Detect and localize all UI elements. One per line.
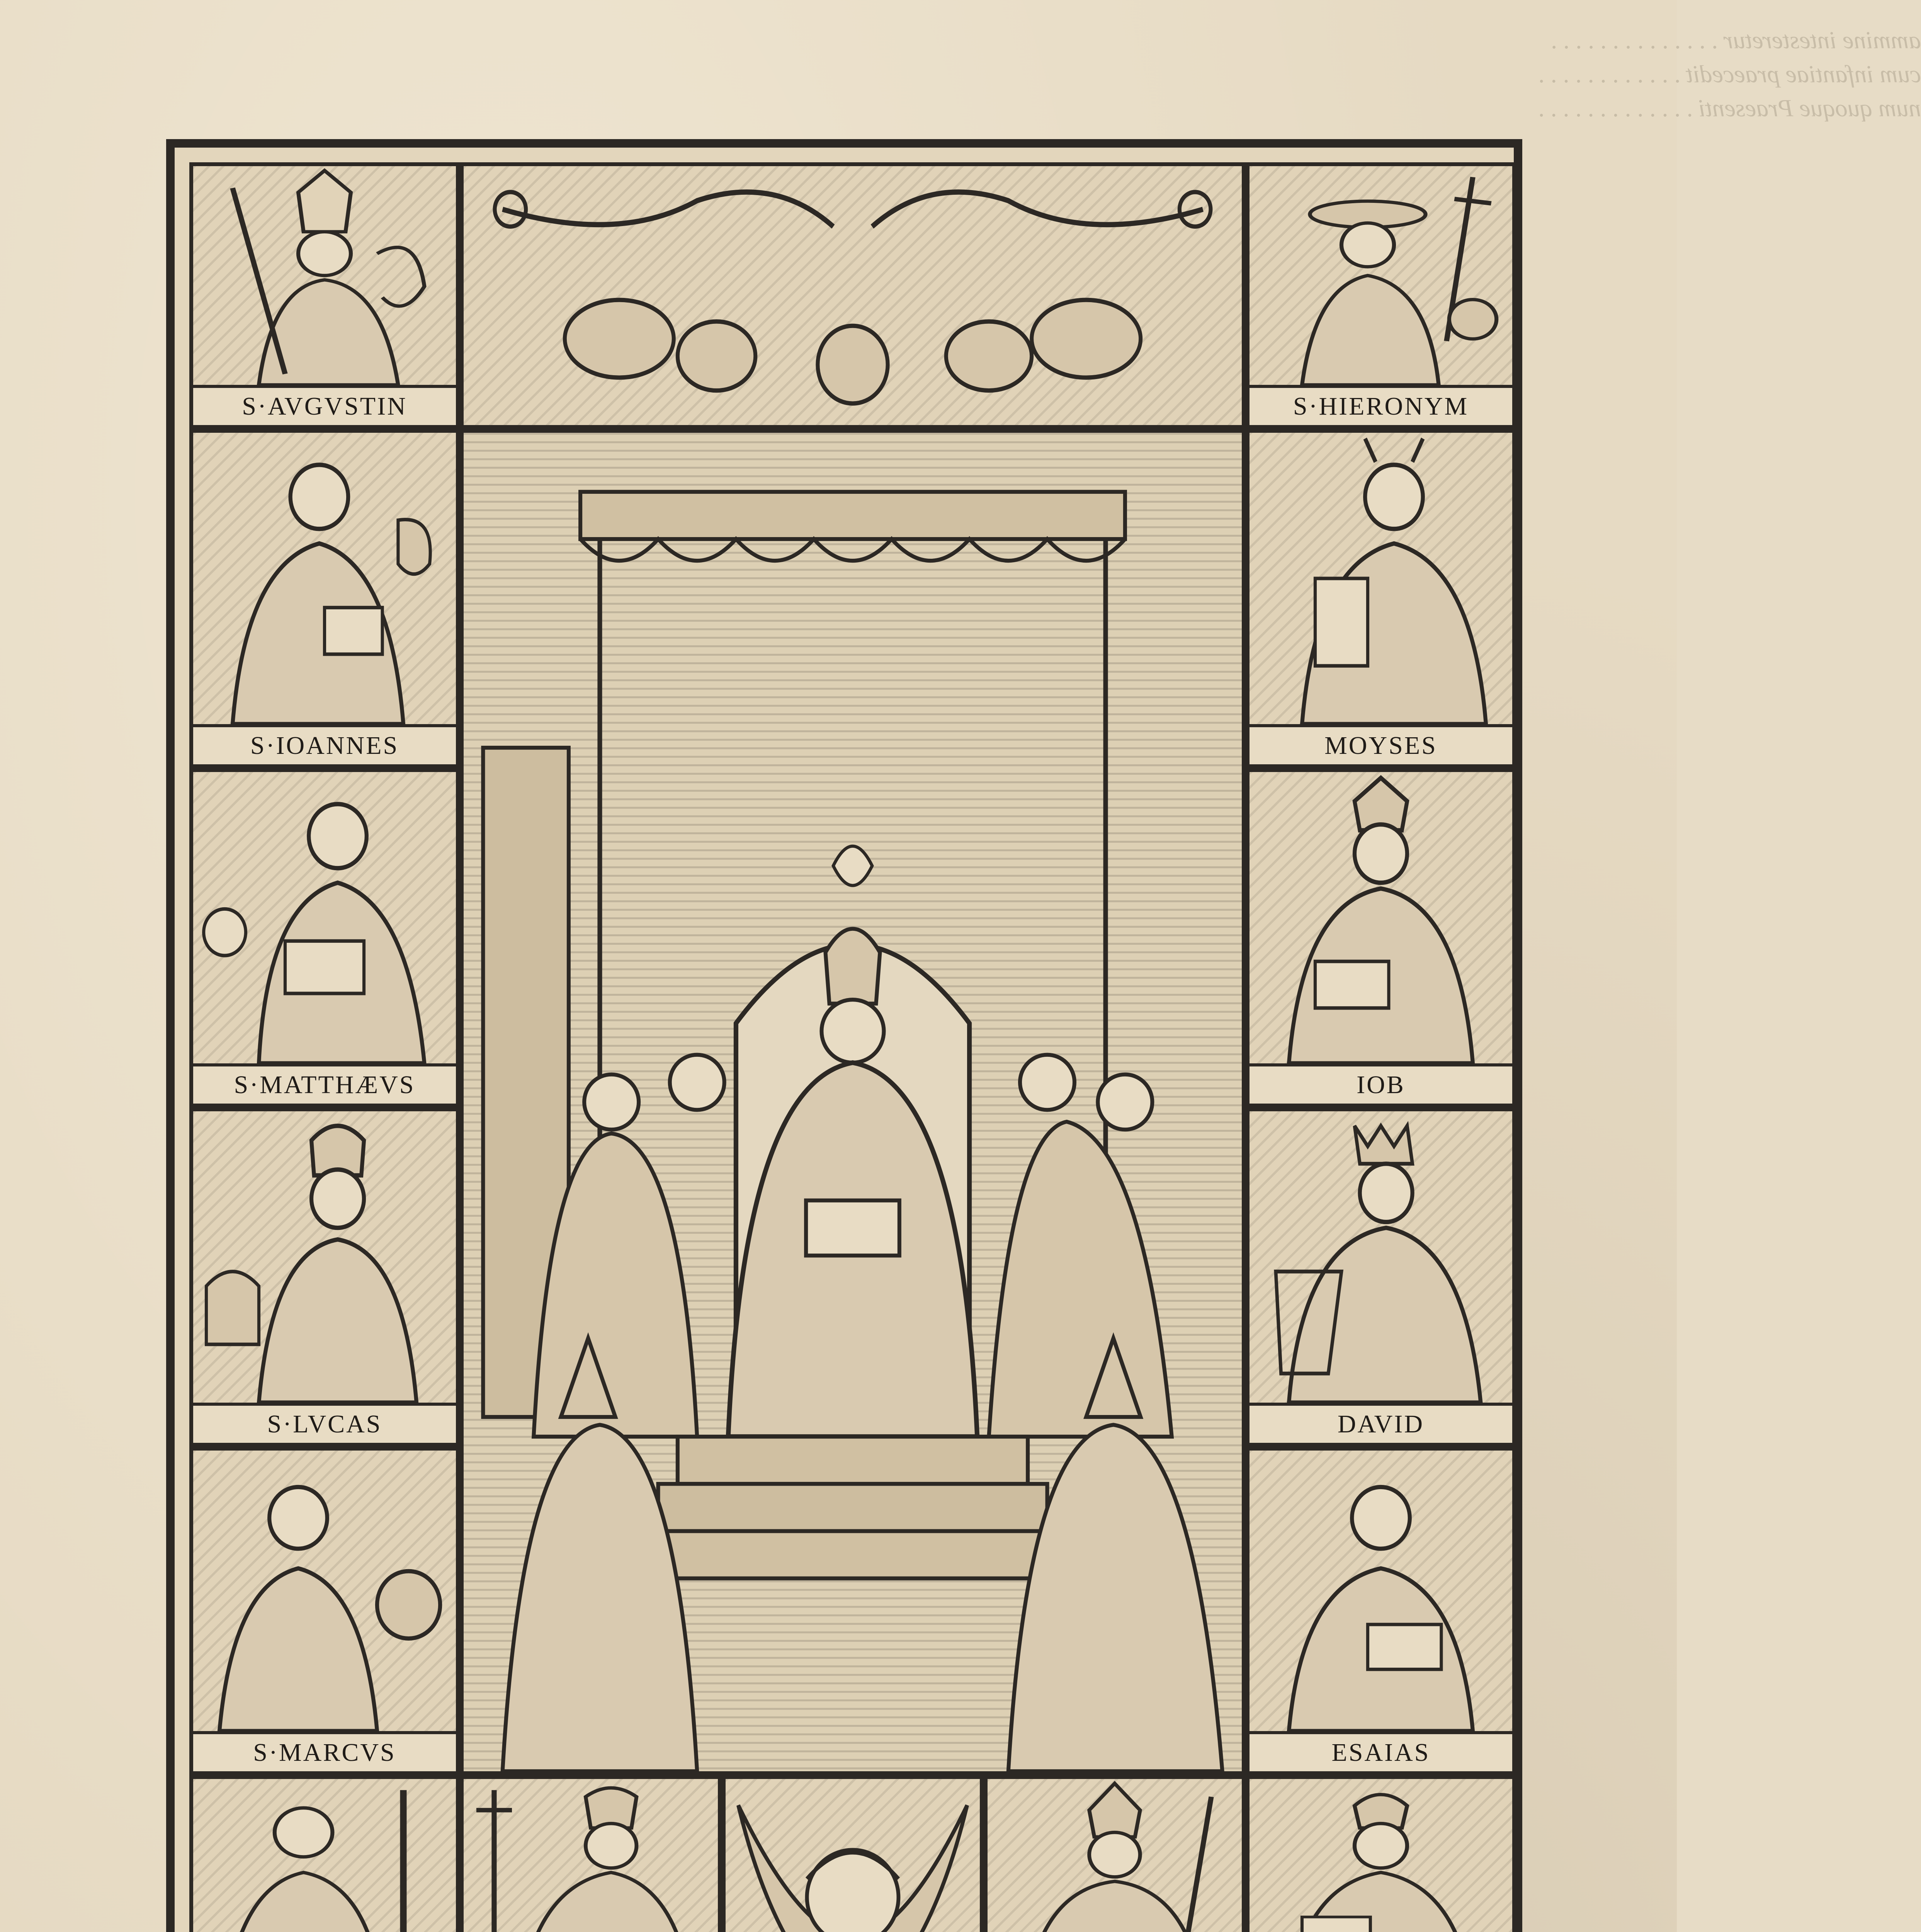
saint-figure-icon xyxy=(464,1779,718,1932)
saint-figure-icon xyxy=(1250,772,1512,1063)
panel-david xyxy=(1246,1107,1516,1447)
panel-esaias xyxy=(1246,1447,1516,1775)
saint-figure-icon xyxy=(193,1111,456,1403)
panel-papal-council-scene xyxy=(460,429,1246,1775)
panel-ieremias xyxy=(1246,1775,1516,1932)
panel-lucas xyxy=(189,1107,460,1447)
saint-figure-icon xyxy=(1250,1111,1512,1403)
saint-figure-icon xyxy=(193,772,456,1063)
caption-ioannes: S·IOANNES xyxy=(193,724,456,764)
saint-figure-icon xyxy=(1250,166,1512,385)
saint-figure-icon xyxy=(1250,433,1512,724)
saint-figure-icon xyxy=(193,433,456,724)
saint-figure-icon xyxy=(193,1779,456,1932)
fruit-festoon-icon xyxy=(464,166,1242,425)
caption-augustin: S·AVGVSTIN xyxy=(193,385,456,425)
caption-hieronym: S·HIERONYM xyxy=(1250,385,1512,425)
saint-figure-icon xyxy=(193,166,456,385)
panel-ambrosius xyxy=(984,1775,1246,1932)
saint-figure-icon xyxy=(1250,1779,1512,1932)
saint-figure-icon xyxy=(1250,1451,1512,1731)
caption-lucas: S·LVCAS xyxy=(193,1403,456,1443)
show-through-text: ammine intesteretur . . . . . . . . . . . . . . cum infantiae praecedit . . . . . . . . . . . . num quoque Praesenti . . . . . . . . . . . . . xyxy=(1538,26,1921,122)
panel-iob xyxy=(1246,768,1516,1107)
caption-matthaeus: S·MATTHÆVS xyxy=(193,1063,456,1104)
caption-iob: IOB xyxy=(1250,1063,1512,1104)
caption-esaias: ESAIAS xyxy=(1250,1731,1512,1771)
saint-figure-icon xyxy=(193,1451,456,1731)
panel-augustin xyxy=(189,162,460,429)
panel-cherub xyxy=(722,1775,984,1932)
caption-moyses: MOYSES xyxy=(1250,724,1512,764)
saint-figure-icon xyxy=(988,1779,1242,1932)
winged-cherub-icon xyxy=(726,1779,980,1932)
enthroned-pope-scene-icon xyxy=(464,433,1242,1771)
woodcut-frontispiece xyxy=(166,139,1522,1932)
panel-matthaeus xyxy=(189,768,460,1107)
panel-hieronym xyxy=(1246,162,1516,429)
panel-paulus xyxy=(189,1775,460,1932)
panel-gregorius xyxy=(460,1775,722,1932)
caption-david: DAVID xyxy=(1250,1403,1512,1443)
caption-marcus: S·MARCVS xyxy=(193,1731,456,1771)
panel-marcus xyxy=(189,1447,460,1775)
panel-ioannes xyxy=(189,429,460,768)
panel-moyses xyxy=(1246,429,1516,768)
panel-festoon xyxy=(460,162,1246,429)
